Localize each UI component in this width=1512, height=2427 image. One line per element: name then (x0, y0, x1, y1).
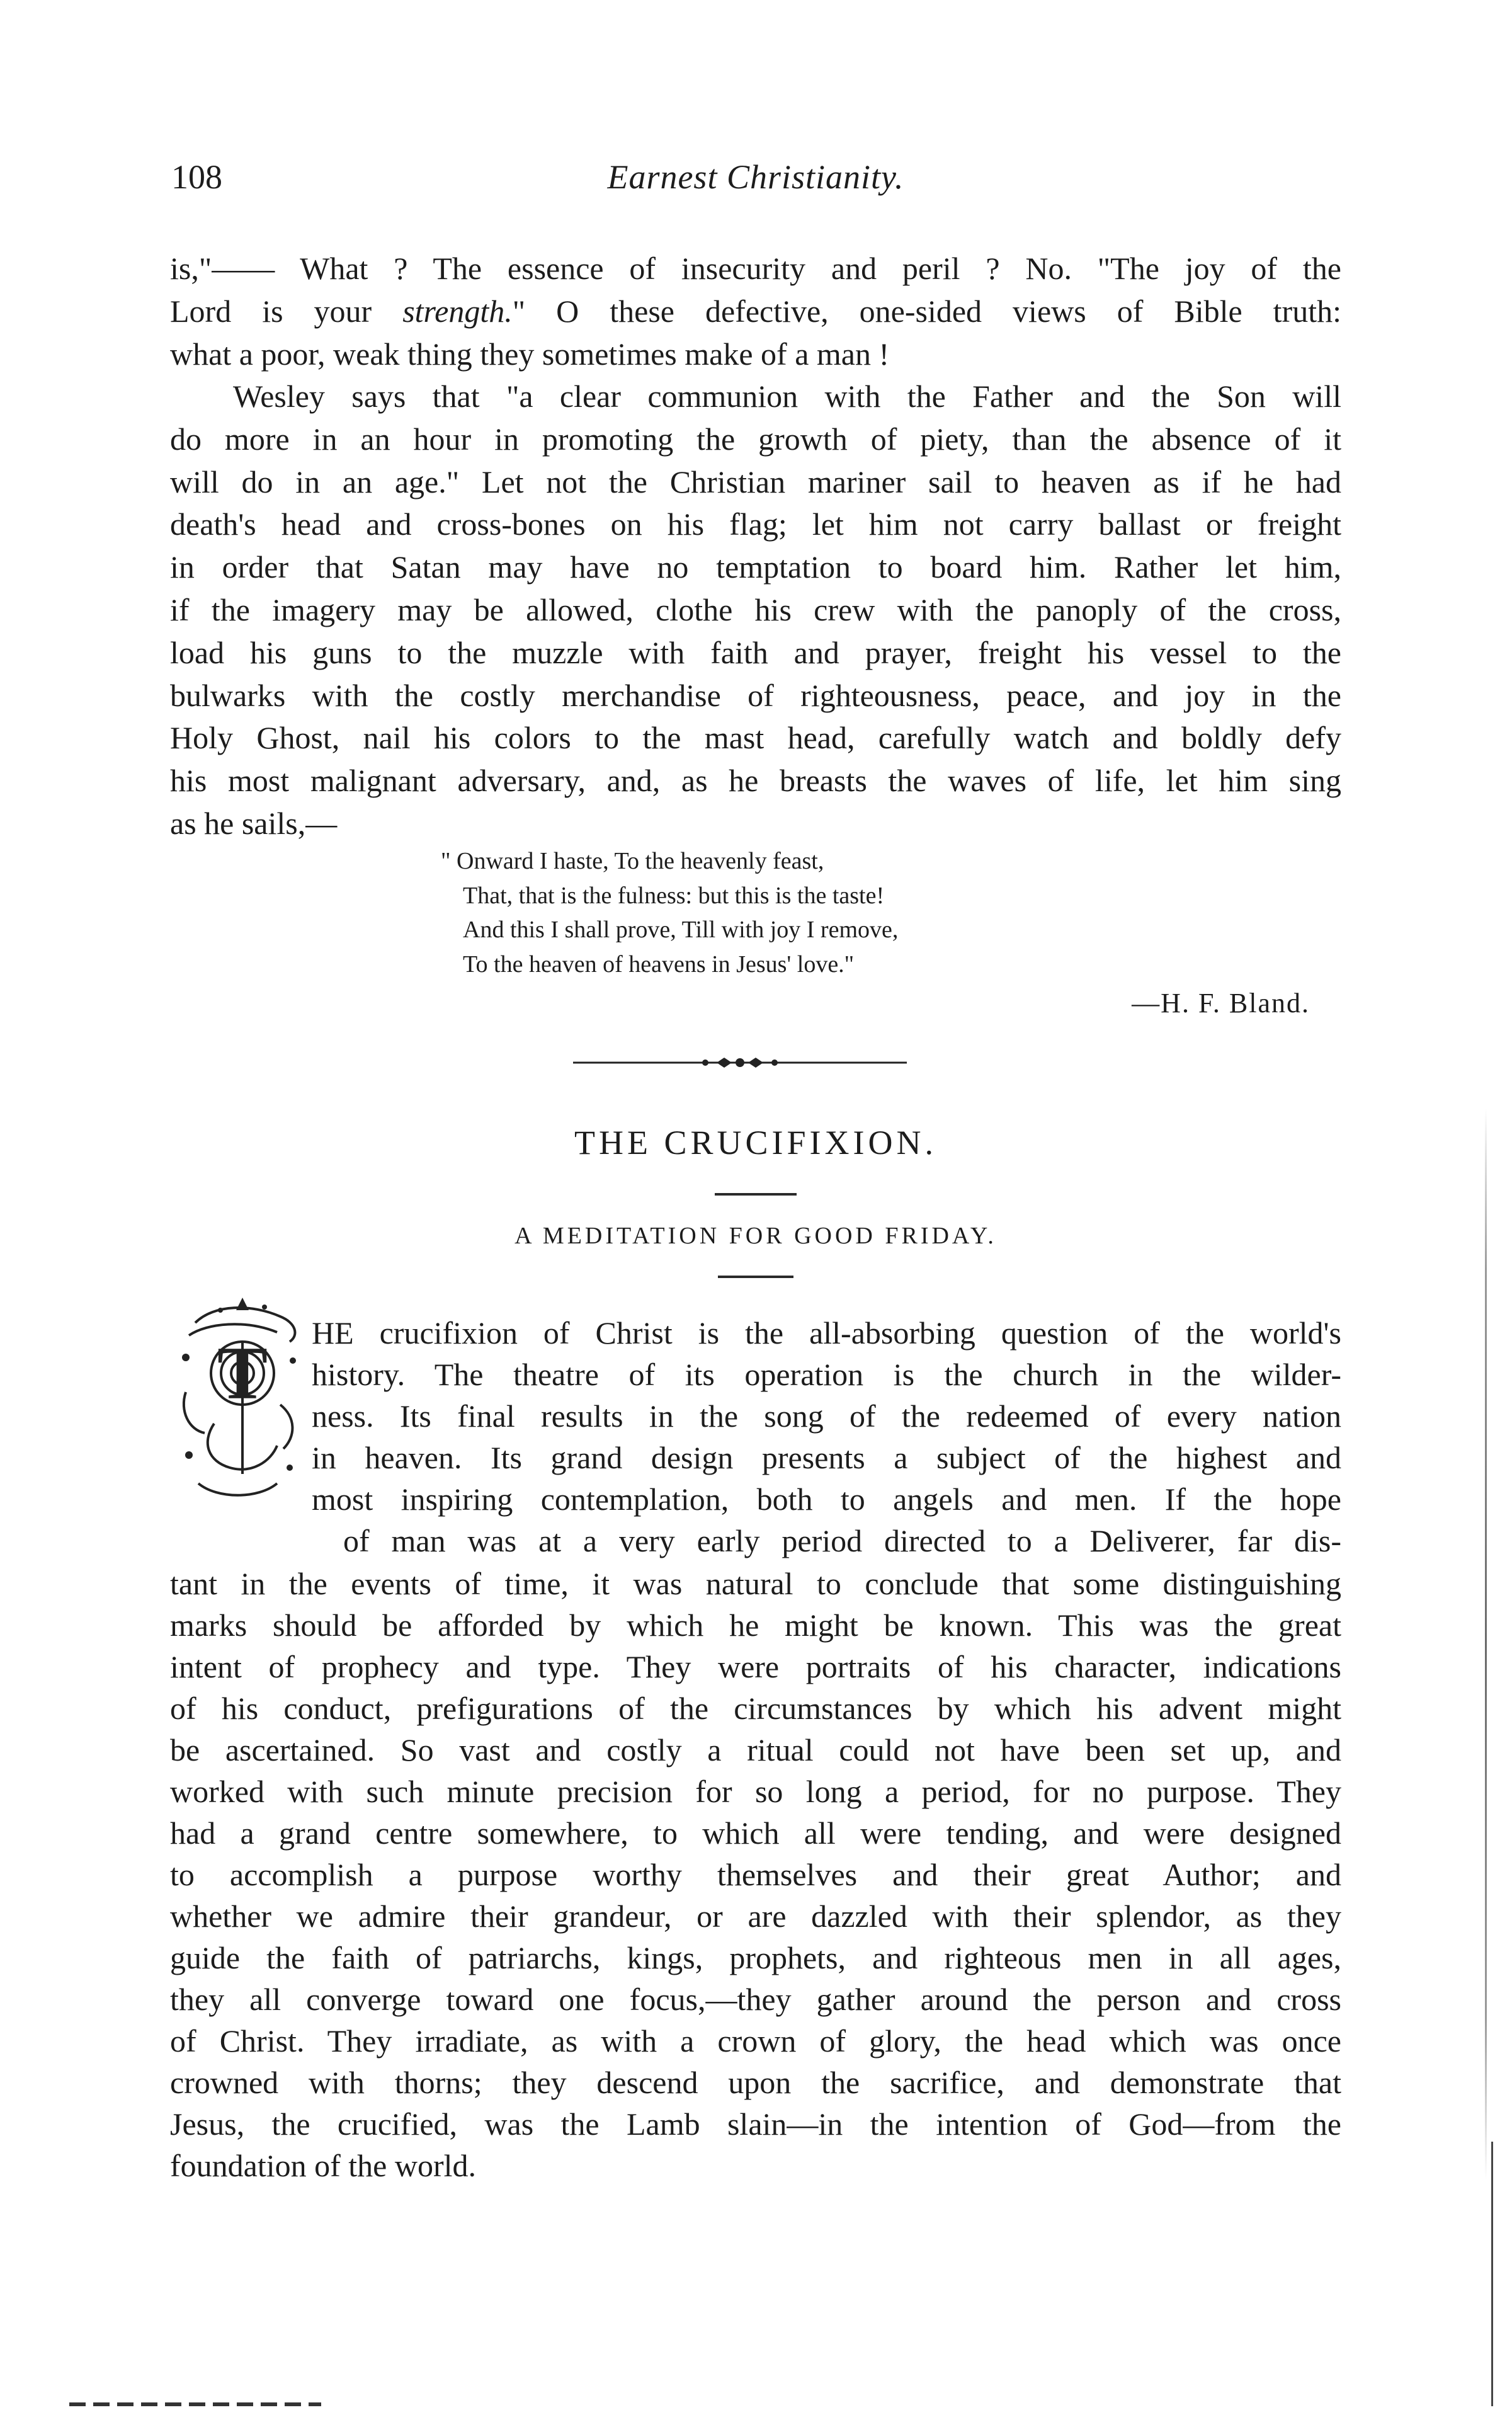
section-subtitle: A MEDITATION FOR GOOD FRIDAY. (514, 1223, 997, 1249)
text-line: crowned with thorns; they descend upon the sacrifice, and demonstrate that (170, 2065, 1341, 2100)
text-line: is,"—— What ? The essence of insecurity and peril ? No. "The joy of the (170, 251, 1341, 286)
wesley-paragraph (170, 375, 1341, 845)
poem-line: " Onward I haste, To the heavenly feast, (441, 848, 824, 874)
text-line: his most malignant adversary, and, as he breasts the waves of life, let him sing (170, 763, 1341, 799)
text-line: Wesley says that "a clear communion with the Father and the Son will (233, 379, 1341, 414)
text-line: in order that Satan may have no temptation to board him. Rather let him, (170, 549, 1341, 585)
drop-cap-paragraph (312, 1312, 1341, 1562)
text-line: what a poor, weak thing they sometimes make of a man ! (170, 336, 890, 372)
text-line: foundation of the world. (170, 2148, 477, 2183)
text-line: death's head and cross-bones on his flag; let him not carry ballast or freight (170, 506, 1341, 542)
scan-page-edge (1491, 2142, 1493, 2406)
emphasis-strength: strength. (402, 293, 513, 329)
text-line: Holy Ghost, nail his colors to the mast head, carefully watch and boldly defy (170, 720, 1341, 756)
text-line: Jesus, the crucified, was the Lamb slain—in the intention of God—from the (170, 2106, 1341, 2142)
text-line: be ascertained. So vast and costly a ritual could not have been set up, and (170, 1732, 1341, 1767)
text-line: load his guns to the muzzle with faith and prayer, freight his vessel to the (170, 634, 1341, 670)
text-line: intent of prophecy and type. They were portraits of his character, indications (170, 1649, 1341, 1684)
text-line: in heaven. Its grand design presents a subject of the highest and (312, 1440, 1341, 1475)
text-line: worked with such minute precision for so long a period, for no purpose. They (170, 1774, 1341, 1809)
subtitle-rule (718, 1276, 793, 1278)
text-line: most inspiring contemplation, both to angels and men. If the hope (312, 1482, 1341, 1517)
scan-page-edge (1485, 1109, 1487, 2179)
section-title: THE CRUCIFIXION. (574, 1124, 937, 1162)
continuation-paragraph (170, 248, 1341, 375)
poem-line: To the heaven of heavens in Jesus' love." (463, 951, 855, 978)
ornamental-drop-cap (170, 1298, 305, 1505)
text-line: tant in the events of time, it was natural to conclude that some distinguishing (170, 1566, 1341, 1601)
crucifixion-paragraph (170, 1563, 1341, 2186)
page-header (170, 157, 1341, 208)
text-line: they all converge toward one focus,—they gather around the person and cross (170, 1982, 1341, 2017)
title-rule (715, 1193, 797, 1196)
poem-line: And this I shall prove, Till with joy I remove, (463, 917, 899, 943)
scan-artifact (69, 2402, 321, 2406)
text-line: of man was at a very early period directed to a Deliverer, far dis- (343, 1523, 1341, 1558)
page-number: 108 (171, 158, 222, 196)
text-line: to accomplish a purpose worthy themselves and their great Author; and (170, 1857, 1341, 1892)
text-line: marks should be afforded by which he might be known. This was the great (170, 1608, 1341, 1643)
text-line: of Christ. They irradiate, as with a crown of glory, the head which was once (170, 2023, 1341, 2059)
text-line: ness. Its final results in the song of the redeemed of every nation (312, 1398, 1341, 1434)
poem-attribution: —H. F. Bland. (1132, 988, 1310, 1019)
text-line: HE crucifixion of Christ is the all-absorbing question of the world's (312, 1315, 1341, 1351)
text-line: bulwarks with the costly merchandise of righteousness, peace, and joy in the (170, 677, 1341, 713)
text-line: as he sails,— (170, 805, 338, 841)
hymn-quotation (441, 844, 898, 981)
text-line: had a grand centre somewhere, to which all were tending, and were designed (170, 1815, 1341, 1851)
text-line: whether we admire their grandeur, or are dazzled with their splendor, as they (170, 1899, 1341, 1934)
text-line: guide the faith of patriarchs, kings, prophets, and righteous men in all ages, (170, 1940, 1341, 1975)
text-line: if the imagery may be allowed, clothe his crew with the panoply of the cross, (170, 591, 1341, 627)
text-line: do more in an hour in promoting the growth of piety, than the absence of it (170, 421, 1341, 457)
running-title: Earnest Christianity. (607, 158, 904, 196)
text-line: Lord is your strength." O these defective, one-sided views of Bible truth: (170, 293, 1341, 329)
text-line: will do in an age." Let not the Christian mariner sail to heaven as if he had (170, 464, 1341, 500)
text-line: history. The theatre of its operation is the church in the wilder- (312, 1357, 1341, 1392)
ornamental-divider (573, 1052, 907, 1073)
drop-cap-letter: T (217, 1331, 268, 1415)
poem-line: That, that is the fulness: but this is the taste! (463, 882, 885, 909)
text-line: of his conduct, prefigurations of the circumstances by which his advent might (170, 1691, 1341, 1726)
